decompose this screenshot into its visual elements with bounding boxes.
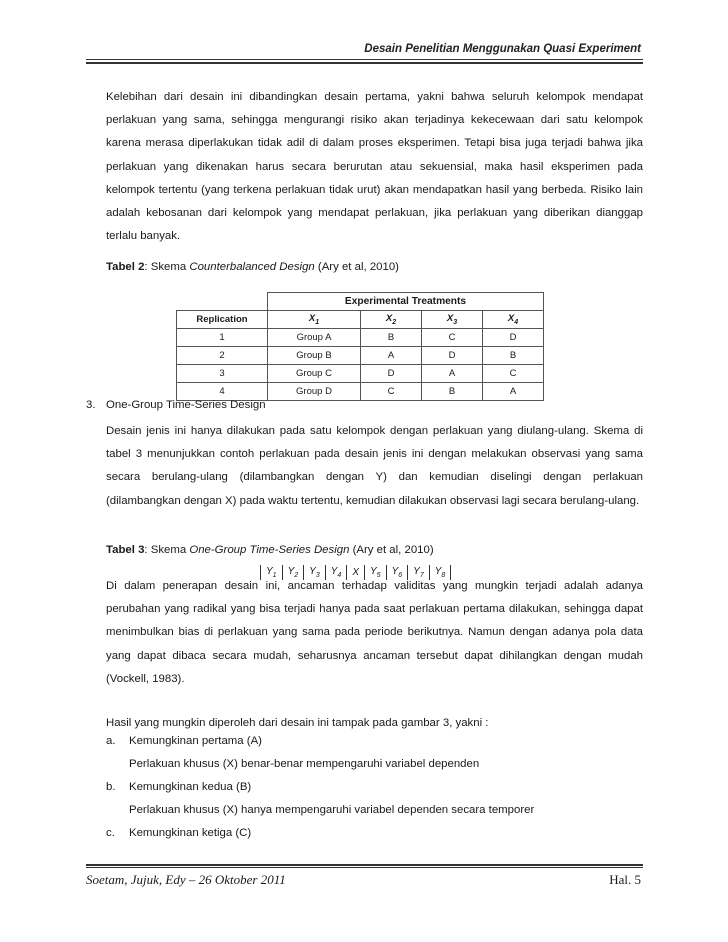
table-cell: B: [422, 382, 483, 400]
section3-paragraph-block: [106, 420, 643, 513]
table-cell: A: [483, 382, 544, 400]
table2-col-x4: $X_4$: [483, 310, 544, 328]
list-item-c-letter: c.: [106, 827, 115, 839]
table2-col-x1: $X_1$: [268, 310, 361, 328]
table3-title: One-Group Time-Series Design: [189, 544, 350, 556]
table-row: [177, 346, 544, 364]
scheme-cell: $Y_7$: [413, 566, 424, 579]
table2-caption: [106, 261, 399, 273]
table-cell: C: [422, 328, 483, 346]
section-number: 3.: [86, 399, 96, 411]
table-cell: Group C: [268, 364, 361, 382]
results-paragraph: Hasil yang mungkin diperoleh dari desain ini tampak pada gambar 3, yakni :: [106, 717, 489, 729]
table-cell: C: [361, 382, 422, 400]
intro-paragraph: Kelebihan dari desain ini dibandingkan desain pertama, yakni bahwa seluruh kelompok mendapat perlakuan yang sama, sehingga mengurangi risiko akan terjadinya kekecewaan dari satu kelompok karena merasa diperlakukan tidak adil di dalam proses eksperimen. Tetapi bisa juga terjadi bahwa jika perlakuan yang dikenakan harus secara berurutan atau sekuensial, maka hasil eksperimen pada kelompok tertentu (yang terkena perlakuan tidak urut) akan mendapatkan hasil yang berbeda. Risiko lain adalah kebosanan dari kelompok yang mendapat perlakuan, jika perlakuan yang diberikan dianggap terlalu banyak.: [106, 91, 643, 243]
header-rule-thin: [86, 59, 643, 60]
table-cell: B: [361, 328, 422, 346]
threats-paragraph: Di dalam penerapan desain ini, ancaman terhadap validitas yang mungkin terjadi adalah adanya perubahan yang radikal yang bisa terjadi hanya pada saat perlakuan pertama dilakukan, sehingga dapat menimbulkan bias di perlakuan yang sama pada periode berikutnya. Namun dengan adanya pola data yang dapat dibaca secara mudah, seharusnya ancaman tersebut dapat dihilangkan dengan mudah (Vockell, 1983).: [106, 580, 643, 685]
table-row: [177, 328, 544, 346]
table3-caption: [106, 544, 434, 556]
footer-authors: Soetam, Jujuk, Edy – 26 Oktober 2011: [86, 872, 286, 887]
results-paragraph-block: [106, 712, 643, 735]
table-cell: D: [361, 364, 422, 382]
scheme-cell: $Y_3$: [309, 566, 320, 579]
table-cell: C: [483, 364, 544, 382]
intro-paragraph-block: [106, 86, 643, 248]
scheme-cell: $Y_4$: [330, 566, 342, 579]
scheme-cell: $Y_6$: [391, 566, 403, 579]
list-item-a-letter: a.: [106, 735, 116, 747]
list-item-c-title: Kemungkinan ketiga (C): [129, 827, 252, 839]
section3-paragraph: Desain jenis ini hanya dilakukan pada satu kelompok dengan perlakuan yang diulang-ulang. Skema di tabel 3 menunjukkan contoh perlakuan pada desain jenis ini dengan melakukan observasi yang sama secara berulang-ulang (dilambangkan dengan Y) dan kemudian diselingi dengan perlakuan (dilambangkan dengan X) pada waktu tertentu, kemudian dilakukan observasi lagi secara berulang-ulang.: [106, 425, 643, 507]
table3-source: (Ary et al, 2010): [349, 544, 434, 556]
table-cell: Group B: [268, 346, 361, 364]
table2-col-replication: Replication: [177, 310, 268, 328]
header-rule-thick: [86, 62, 643, 64]
table-cell: 2: [177, 346, 268, 364]
table2-label: Tabel 2: [106, 261, 145, 273]
table-row: [177, 382, 544, 400]
list-item-a-title: Kemungkinan pertama (A): [129, 735, 262, 747]
table-cell: D: [483, 328, 544, 346]
table2-source: (Ary et al, 2010): [314, 261, 399, 273]
list-item-a-desc: Perlakuan khusus (X) benar-benar mempengaruhi variabel dependen: [129, 758, 480, 770]
table-row: [177, 364, 544, 382]
section-title: One-Group Time-Series Design: [106, 399, 266, 411]
table-cell: 4: [177, 382, 268, 400]
table-cell: B: [483, 346, 544, 364]
table3-label: Tabel 3: [106, 544, 145, 556]
table2-col-x3: $X_3$: [422, 310, 483, 328]
table2-title: Counterbalanced Design: [189, 261, 315, 273]
table-cell: 1: [177, 328, 268, 346]
scheme-cell: $Y_2$: [287, 566, 299, 579]
threats-paragraph-block: [106, 575, 643, 691]
footer-rule-thick: [86, 864, 643, 866]
running-header-title: Desain Penelitian Menggunakan Quasi Experiment: [364, 43, 641, 55]
footer-rule-thin: [86, 867, 643, 868]
counterbalanced-table: [176, 292, 544, 401]
list-item-b-letter: b.: [106, 781, 116, 793]
scheme-cell: X: [352, 567, 359, 578]
table-cell: A: [422, 364, 483, 382]
table2-col-x2: $X_2$: [361, 310, 422, 328]
table-cell: Group A: [268, 328, 361, 346]
list-item-b-title: Kemungkinan kedua (B): [129, 781, 252, 793]
scheme-cell: $Y_1$: [266, 566, 277, 579]
table3-caption-sep: : Skema: [144, 544, 190, 556]
list-item-b-desc: Perlakuan khusus (X) hanya mempengaruhi variabel dependen secara temporer: [129, 804, 535, 816]
table2-header-span: Experimental Treatments: [268, 293, 544, 311]
scheme-cell: $Y_8$: [434, 566, 446, 579]
table-cell: Group D: [268, 382, 361, 400]
scheme-cell: $Y_5$: [369, 566, 381, 579]
table-cell: 3: [177, 364, 268, 382]
table-cell: A: [361, 346, 422, 364]
table2-caption-sep: : Skema: [144, 261, 190, 273]
footer-page-number: Hal. 5: [609, 872, 641, 887]
table-cell: D: [422, 346, 483, 364]
